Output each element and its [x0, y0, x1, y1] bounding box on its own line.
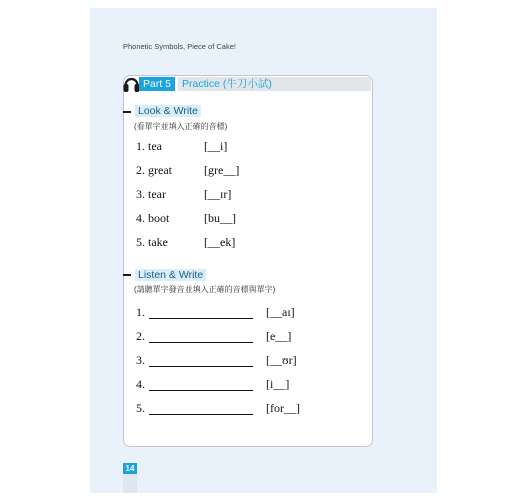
answer-blank[interactable]: [149, 366, 253, 367]
listen-item-phonetic: [e__]: [266, 329, 292, 343]
look-item-phonetic: [gre__]: [204, 163, 240, 177]
look-item-phonetic: [__ek]: [204, 235, 236, 249]
listen-item-number: 4.: [136, 377, 145, 391]
part-header: [123, 76, 373, 92]
look-item-word: 3. tear: [136, 187, 166, 201]
section-marker: [123, 274, 131, 276]
look-item-word: 2. great: [136, 163, 172, 177]
headphones-icon: [123, 74, 140, 93]
part-badge: Part 5: [139, 77, 175, 91]
part-title: Practice (牛刀小試): [178, 77, 371, 91]
page-number: 14: [123, 463, 137, 474]
look-item-phonetic: [__i]: [204, 139, 228, 153]
margin-strip: [123, 474, 137, 493]
listen-item-number: 3.: [136, 353, 145, 367]
answer-blank[interactable]: [149, 342, 253, 343]
look-item-phonetic: [__ɪr]: [204, 187, 232, 201]
answer-blank[interactable]: [149, 414, 253, 415]
look-item-word: 5. take: [136, 235, 168, 249]
answer-blank[interactable]: [149, 390, 253, 391]
listen-item-phonetic: [__ʊr]: [266, 353, 297, 367]
listen-item-phonetic: [for__]: [266, 401, 300, 415]
look-item-word: 4. boot: [136, 211, 170, 225]
look-item-phonetic: [bu__]: [204, 211, 236, 225]
section-marker: [123, 111, 131, 113]
listen-item-number: 2.: [136, 329, 145, 343]
look-item-word: 1. tea: [136, 139, 162, 153]
listen-item-phonetic: [i__]: [266, 377, 290, 391]
look-write-instructions: (看單字並填入正確的音標): [134, 122, 228, 131]
listen-item-number: 1.: [136, 305, 145, 319]
listen-item-number: 5.: [136, 401, 145, 415]
running-head: Phonetic Symbols, Piece of Cake!: [123, 42, 236, 51]
listen-item-phonetic: [__aɪ]: [266, 305, 295, 319]
listen-write-instructions: (請聽單字發音並填入正確的音標與單字): [134, 285, 276, 294]
look-write-title: Look & Write: [135, 105, 201, 117]
listen-write-title: Listen & Write: [135, 269, 206, 281]
answer-blank[interactable]: [149, 318, 253, 319]
